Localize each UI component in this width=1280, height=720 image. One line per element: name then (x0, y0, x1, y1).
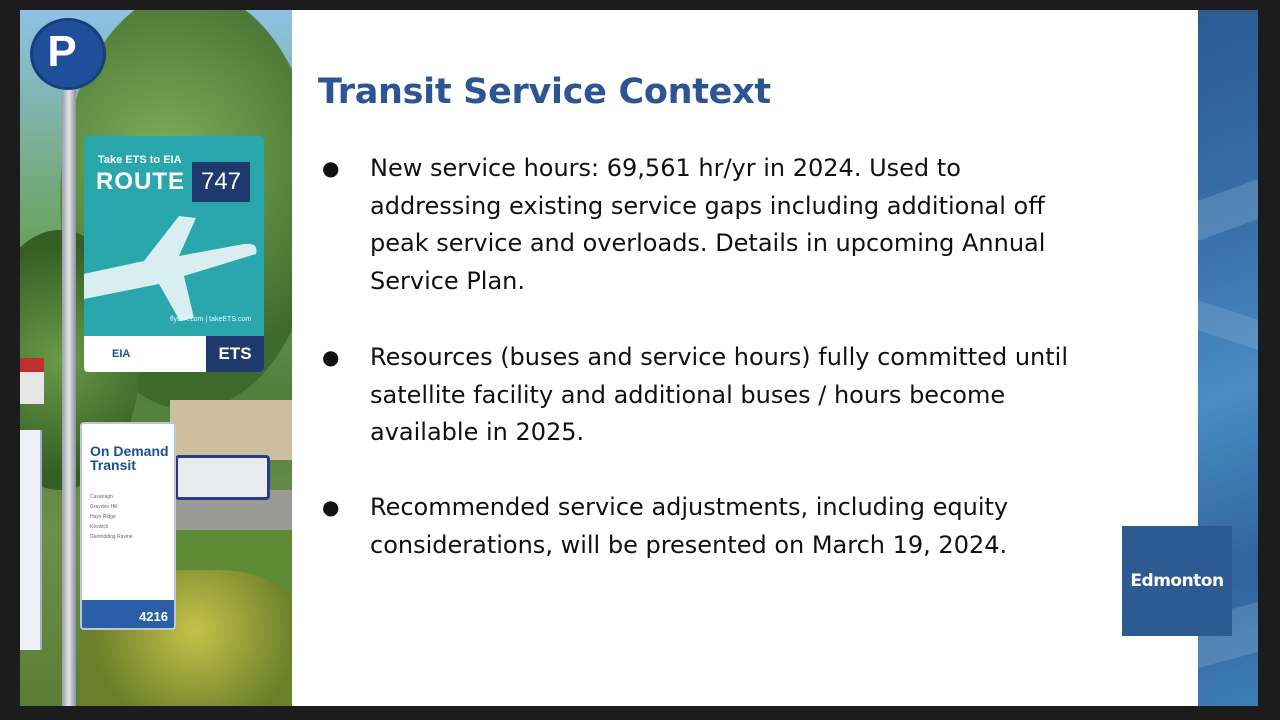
stop-name: Glenridding Ravine (90, 534, 133, 540)
route-tagline: Take ETS to EIA (98, 154, 182, 166)
red-sign (20, 358, 44, 404)
building (170, 400, 292, 460)
route-urls: flyEIA.com | takeETS.com (170, 316, 252, 323)
bus-stop-photo (20, 10, 292, 706)
edmonton-logo (1122, 526, 1232, 636)
bullet-item (320, 339, 1080, 452)
info-board (20, 430, 42, 650)
airplane-icon (84, 206, 264, 326)
bullet-item (320, 489, 1080, 564)
stop-name: Cavanagh (90, 494, 113, 500)
on-demand-title: On Demand Transit (90, 443, 169, 473)
stop-number: 4216 (82, 600, 176, 630)
route-number: 747 (192, 162, 250, 202)
on-demand-stops (90, 492, 133, 542)
bullet-item (320, 150, 1080, 301)
sign-pole (62, 88, 76, 706)
stop-name: Hays Ridge (90, 514, 116, 520)
bullet-icon: ● (322, 156, 340, 180)
parking-sign-icon (30, 18, 106, 90)
stop-name: Graydon Hill (90, 504, 118, 510)
presentation-slide (20, 10, 1258, 706)
eia-logo: EIA (112, 348, 131, 360)
bullet-icon: ● (322, 494, 340, 519)
bullet-text: Recommended service adjustments, including equity considerations, will be presented on March 19, 2024. (370, 492, 1009, 559)
band-stripe (1198, 179, 1258, 241)
band-stripe (1198, 300, 1258, 349)
parking-letter: P (47, 27, 77, 76)
bullet-text: Resources (buses and service hours) fully committed until satellite facility and additional buses / hours become available in 2025. (370, 342, 1069, 447)
route-747-sign (84, 136, 264, 372)
ets-logo: ETS (206, 336, 264, 372)
bus (175, 455, 270, 500)
stop-name: Keswick (90, 524, 109, 530)
slide-title: Transit Service Context (318, 72, 771, 112)
on-demand-transit-sign (80, 422, 176, 630)
logo-text: Edmonton (1130, 571, 1224, 591)
bullet-icon: ● (322, 344, 340, 369)
bullet-list (320, 150, 1080, 564)
route-word: ROUTE (96, 168, 185, 195)
bullet-text: New service hours: 69,561 hr/yr in 2024. Used to addressing existing service gaps including additional off peak service and overloads. Details in upcoming Annual Service Plan. (370, 154, 1046, 296)
